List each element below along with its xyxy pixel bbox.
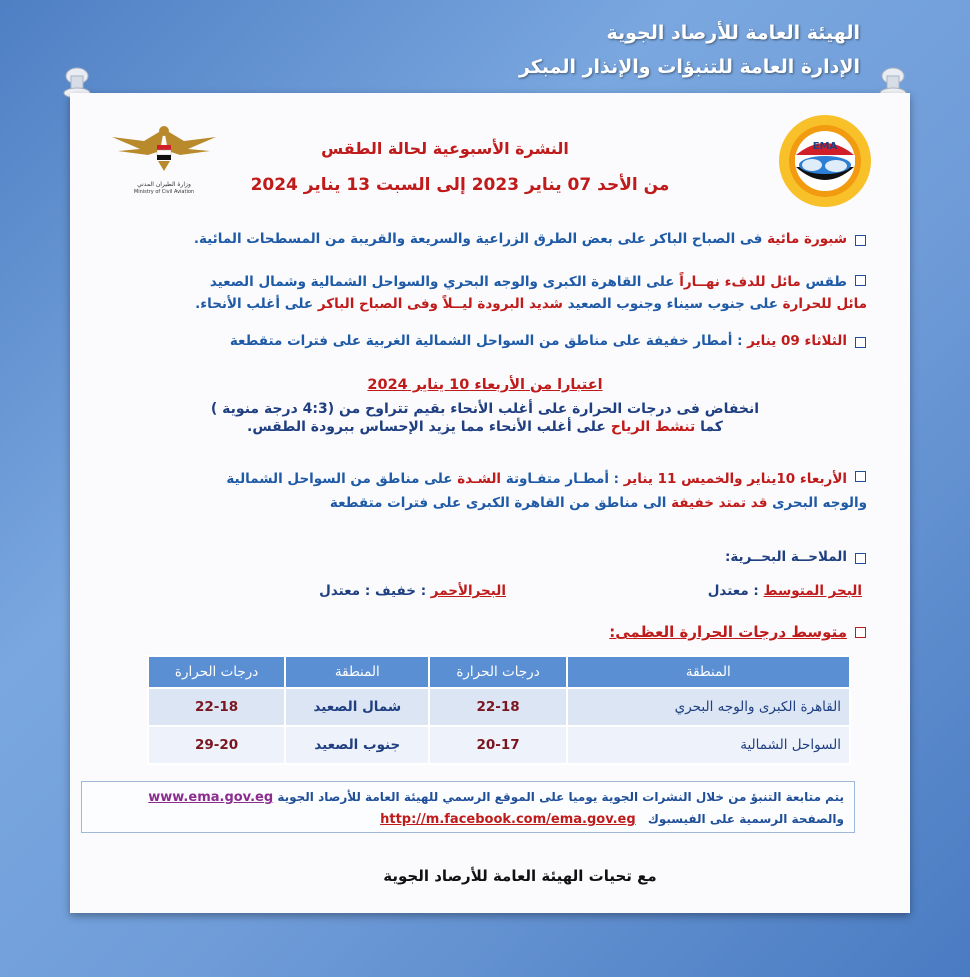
list-item-tuesday — [230, 333, 866, 349]
wed-thu-dates: الأربعاء 10يناير والخميس 11 يناير — [623, 471, 847, 487]
table-header-region-2: المنطقة — [285, 656, 429, 688]
list-item-fog — [194, 231, 866, 247]
from-wednesday-heading: اعتبارا من الأربعاء 10 يناير 2024 — [367, 377, 603, 393]
table-cell-temp: 22-18 — [148, 688, 285, 726]
follow-text-line1: يتم متابعة التنبؤ من خلال النشرات الجوية يوميا على الموقع الرسمي للهيئة العامة للأرصاد الجوية — [277, 790, 844, 804]
temperature-drop-text: انخفاض فى درجات الحرارة على أغلب الأنحاء بقيم تتراوح من (4:3 درجة منوية ) — [210, 401, 760, 417]
winds-highlight: تنشط الرياح — [610, 419, 696, 435]
mediterranean-value: : معتدل — [707, 583, 764, 599]
follow-text-line2: والصفحة الرسمية على الفيسبوك — [647, 812, 844, 826]
wed-thu-text4: الى مناطق من القاهرة الكبرى على فترات متقطعة — [329, 495, 672, 511]
table-cell-temp: 29-20 — [148, 726, 285, 764]
facebook-link[interactable]: http://m.facebook.com/ema.gov.eg — [380, 812, 636, 827]
closing-greeting: مع تحيات الهيئة العامة للأرصاد الجوية — [383, 867, 657, 885]
weather-highlight-morning: وفى الصباح الباكر — [317, 296, 443, 312]
weather-line2-end: على أغلب الأنحاء. — [195, 296, 318, 312]
ema-sun-icon — [766, 111, 884, 211]
checkbox-bullet-icon — [855, 337, 866, 348]
table-header-row — [148, 656, 850, 688]
table-cell-temp: 20-17 — [429, 726, 566, 764]
wed-thu-text1: : أمطـار متفـاوتة — [501, 471, 624, 487]
background-title-line1: الهيئة العامة للأرصاد الجوية — [606, 22, 860, 44]
weather-highlight-warm: مائل للدفء نهــاراً — [679, 274, 801, 290]
fog-highlight: شبورة مائية — [767, 231, 847, 247]
checkbox-bullet-icon — [855, 627, 866, 638]
weather-prefix: طقس — [800, 274, 847, 290]
mediterranean-label: البحر المتوسط — [763, 583, 862, 599]
from-wednesday-block — [104, 377, 866, 435]
table-cell-region: شمال الصعيد — [285, 688, 429, 726]
navigation-red-sea — [319, 583, 506, 599]
wed-thu-text3: والوجه البحرى — [767, 495, 867, 511]
checkbox-bullet-icon — [855, 235, 866, 246]
bulletin-card — [70, 93, 910, 913]
checkbox-bullet-icon — [855, 275, 866, 286]
table-cell-region: القاهرة الكبرى والوجه البحري — [567, 688, 850, 726]
navigation-label: الملاحــة البحــرية: — [724, 549, 847, 565]
table-header-temp-2: درجات الحرارة — [148, 656, 285, 688]
weather-line2-text: على جنوب سيناء وجنوب الصعيد — [562, 296, 783, 312]
table-cell-region: جنوب الصعيد — [285, 726, 429, 764]
wed-thu-extend: قد تمتد خفيفة — [671, 495, 768, 511]
table-row — [148, 688, 850, 726]
list-item-wed-thu — [226, 467, 866, 515]
list-item-navigation — [725, 549, 866, 565]
background-title-line2: الإدارة العامة للتنبؤات والإنذار المبكر — [518, 56, 860, 78]
table-header-region-1: المنطقة — [567, 656, 850, 688]
table-cell-temp: 22-18 — [429, 688, 566, 726]
weather-line1-text: على القاهرة الكبرى والوجه البحري والسواحل الشمالية وشمال الصعيد — [209, 274, 680, 290]
website-link[interactable]: www.ema.gov.eg — [148, 790, 274, 805]
red-sea-value: : خفيف : معتدل — [319, 583, 431, 599]
bulletin-title: النشرة الأسبوعية لحالة الطقس — [321, 139, 569, 158]
table-row — [148, 726, 850, 764]
winds-prefix: كما — [695, 419, 723, 435]
fog-text: فى الصباح الباكر على بعض الطرق الزراعية والسريعة والقريبة من المسطحات المائية. — [193, 231, 768, 247]
navigation-mediterranean — [708, 583, 862, 599]
ema-logo-text: EMA — [812, 141, 838, 152]
avg-temps-label: متوسط درجات الحرارة العظمى: — [609, 623, 847, 641]
tuesday-text: : أمطار خفيفة على مناطق من السواحل الشمالية الغربية على فترات متقطعة — [229, 333, 748, 349]
table-cell-region: السواحل الشمالية — [567, 726, 850, 764]
ema-logo — [766, 111, 884, 211]
civil-aviation-caption-en: Ministry of Civil Aviation — [133, 189, 195, 195]
checkbox-bullet-icon — [855, 553, 866, 564]
follow-us-box — [81, 781, 855, 833]
winds-text: على أغلب الأنحاء مما يزيد الإحساس ببرودة الطقس. — [247, 419, 611, 435]
wed-thu-intensity: الشـدة — [457, 471, 502, 487]
civil-aviation-caption: وزارة الطيران المدني — [137, 181, 191, 188]
list-item-avg-temps — [609, 623, 866, 641]
tuesday-date: الثلاثاء 09 يناير — [747, 333, 847, 349]
checkbox-bullet-icon — [855, 471, 866, 482]
temperature-table — [147, 655, 851, 765]
red-sea-label: البحرالأحمر — [430, 583, 506, 599]
wed-thu-text2: على مناطق من السواحل الشمالية — [226, 471, 458, 487]
weather-highlight-cold: شديد البرودة ليــلاً — [442, 296, 563, 312]
weather-highlight-hot: مائل للحرارة — [782, 296, 867, 312]
table-header-temp-1: درجات الحرارة — [429, 656, 566, 688]
list-item-weather — [195, 271, 866, 315]
bulletin-date-range: من الأحد 07 يناير 2023 إلى السبت 13 يناير 2024 — [250, 175, 670, 195]
